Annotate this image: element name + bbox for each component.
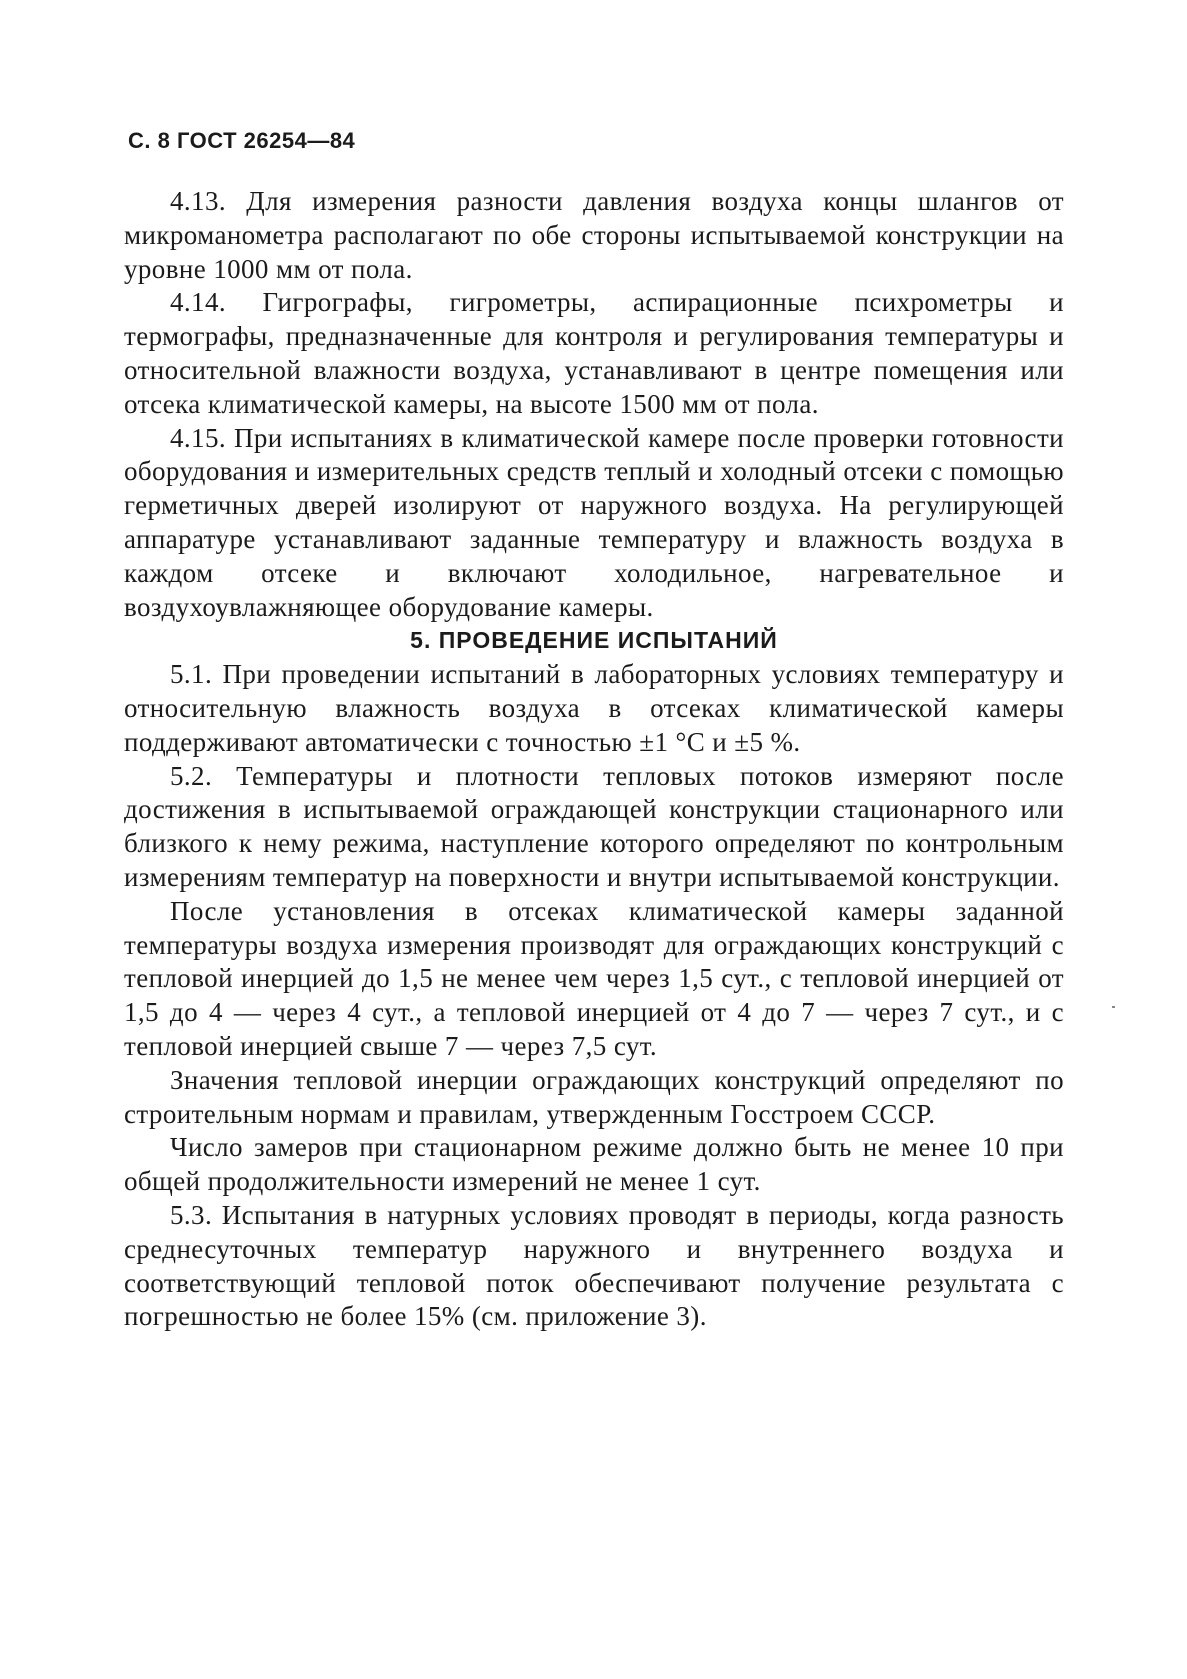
paragraph-5-2-d: Число замеров при стационарном режиме должно быть не менее 10 при общей продолжительности измерений не менее 1 сут.: [124, 1132, 1064, 1197]
scan-speck: [1112, 1006, 1115, 1008]
document-body: [124, 185, 1064, 1334]
paragraph-4-15: 4.15. При испытаниях в климатической камере после проверки готовности оборудования и измерительных средств теплый и холодный отсеки с помощью герметичных дверей изолируют от наружного воздуха. На регулирующей аппаратуре устанавливают заданные температуру и влажность воздуха в каждом отсеке и включают холодильное, нагревательное и воздухоувлажняющее оборудование камеры.: [124, 422, 1064, 622]
paragraph-5-2-c: Значения тепловой инерции ограждающих конструкций определяют по строительным нормам и правилам, утвержденным Госстроем СССР.: [124, 1064, 1064, 1129]
paragraph-5-1: 5.1. При проведении испытаний в лабораторных условиях температуру и относительную влажность воздуха в отсеках климатической камеры поддерживают автоматически с точностью ±1 °С и ±5 %.: [124, 659, 1064, 757]
paragraph-5-3: 5.3. Испытания в натурных условиях проводят в периоды, когда разность среднесуточных температур наружного и внутреннего воздуха и соответствующий тепловой поток обеспечивают получение результата с погрешностью не более 15% (см. приложение 3).: [124, 1199, 1064, 1332]
paragraph-4-13: 4.13. Для измерения разности давления воздуха концы шлангов от микроманометра располагают по обе стороны испытываемой конструкции на уровне 1000 мм от пола.: [124, 186, 1064, 284]
paragraph-5-2-b: После установления в отсеках климатической камеры заданной температуры воздуха измерения производят для ограждающих конструкций с тепловой инерцией до 1,5 не менее чем через 1,5 сут., с тепловой инерцией от 1,5 до 4 — через 4 сут., а тепловой инерцией от 4 до 7 — через 7 сут., и с тепловой инерцией свыше 7 — через 7,5 сут.: [124, 895, 1064, 1061]
paragraph-5-2: 5.2. Температуры и плотности тепловых потоков измеряют после достижения в испытываемой ограждающей конструкции стационарного или близкого к нему режима, наступление которого определяют по контрольным измерениям температур на поверхности и внутри испытываемой конструкции.: [124, 760, 1064, 892]
paragraph-4-14: 4.14. Гигрографы, гигрометры, аспирационные психрометры и термографы, предназначенные для контроля и регулирования температуры и относительной влажности воздуха, устанавливают в центре помещения или отсека климатической камеры, на высоте 1500 мм от пола.: [124, 287, 1064, 419]
section-title: 5. ПРОВЕДЕНИЕ ИСПЫТАНИЙ: [410, 627, 778, 654]
page-header: С. 8 ГОСТ 26254—84: [128, 128, 356, 153]
